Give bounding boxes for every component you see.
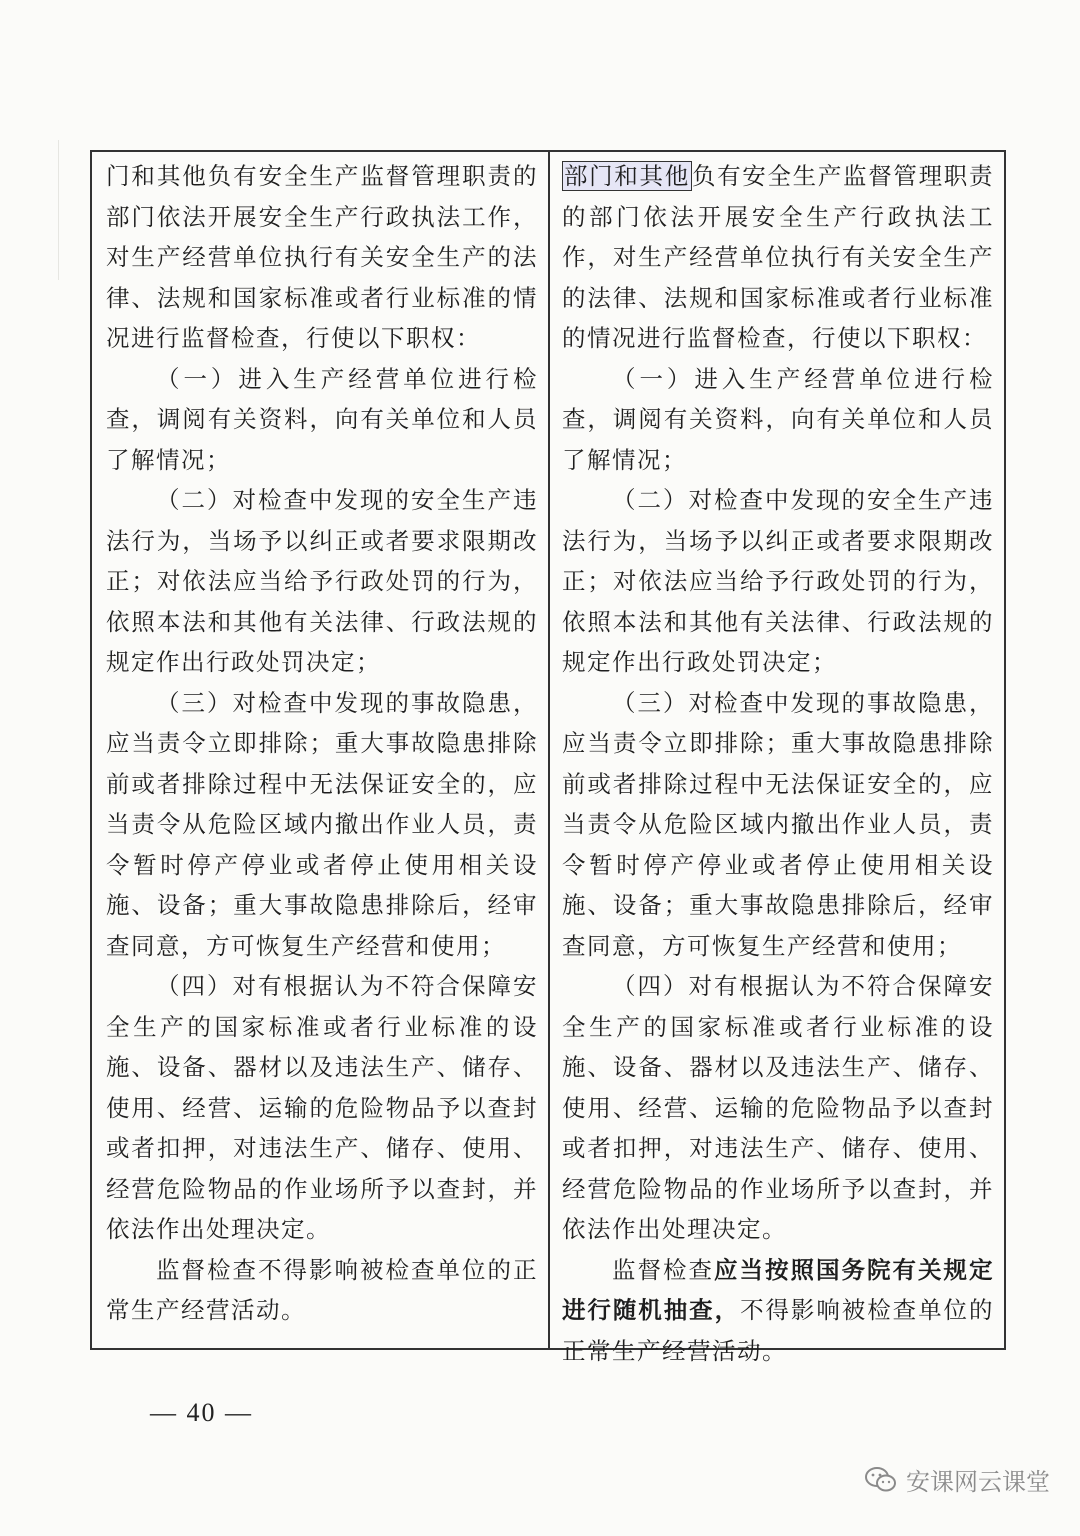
right-paragraph-5: （四）对有根据认为不符合保障安全生产的国家标准或者行业标准的设施、设备、器材以及违法生产、储存、使用、经营、运输的危险物品予以查封或者扣押，对违法生产、储存、使用、经营危险物品的作业场所予以查封，并依法作出处理决定。 bbox=[562, 972, 994, 1243]
right-paragraph-1-text: 负有安全生产监督管理职责的部门依法开展安全生产行政执法工作，对生产经营单位执行有关安全生产的法律、法规和国家标准或者行业标准的情况进行监督检查，行使以下职权： bbox=[562, 162, 994, 352]
table-right-column bbox=[550, 152, 1004, 1365]
right-paragraph-6-prefix: 监督检查 bbox=[612, 1255, 714, 1284]
table-left-column bbox=[92, 152, 550, 1348]
watermark-text: 安课网云课堂 bbox=[906, 1468, 1050, 1496]
left-paragraph-5: （四）对有根据认为不符合保障安全生产的国家标准或者行业标准的设施、设备、器材以及违法生产、储存、使用、经营、运输的危险物品予以查封或者扣押，对违法生产、储存、使用、经营危险物品的作业场所予以查封，并依法作出处理决定。 bbox=[106, 972, 538, 1243]
right-paragraph-1 bbox=[562, 156, 994, 359]
boxed-highlight-text: 部门和其他 bbox=[564, 162, 690, 190]
wechat-icon bbox=[864, 1466, 898, 1494]
right-paragraph-6-suffix: 不得影响被检查单位的正常生产经营活动。 bbox=[562, 1296, 994, 1365]
left-paragraph-4: （三）对检查中发现的事故隐患，应当责令立即排除；重大事故隐患排除前或者排除过程中无法保证安全的，应当责令从危险区域内撤出作业人员，责令暂时停产停业或者停止使用相关设施、设备；重大事故隐患排除后，经审查同意，方可恢复生产经营和使用； bbox=[106, 688, 538, 960]
right-paragraph-3: （二）对检查中发现的安全生产违法行为，当场予以纠正或者要求限期改正；对依法应当给予行政处罚的行为，依照本法和其他有关法律、行政法规的规定作出行政处罚决定； bbox=[562, 486, 994, 676]
page-margin-line bbox=[58, 140, 59, 280]
comparison-table bbox=[90, 150, 1006, 1365]
page-number: — 40 — bbox=[150, 1398, 253, 1427]
right-paragraph-4: （三）对检查中发现的事故隐患，应当责令立即排除；重大事故隐患排除前或者排除过程中无法保证安全的，应当责令从危险区域内撤出作业人员，责令暂时停产停业或者停止使用相关设施、设备；重大事故隐患排除后，经审查同意，方可恢复生产经营和使用； bbox=[562, 688, 994, 960]
left-paragraph-1: 门和其他负有安全生产监督管理职责的部门依法开展安全生产行政执法工作，对生产经营单位执行有关安全生产的法律、法规和国家标准或者行业标准的情况进行监督检查，行使以下职权： bbox=[106, 162, 538, 352]
left-paragraph-2: （一）进入生产经营单位进行检查，调阅有关资料，向有关单位和人员了解情况； bbox=[106, 364, 538, 474]
left-paragraph-3: （二）对检查中发现的安全生产违法行为，当场予以纠正或者要求限期改正；对依法应当给予行政处罚的行为，依照本法和其他有关法律、行政法规的规定作出行政处罚决定； bbox=[106, 486, 538, 676]
left-paragraph-6: 监督检查不得影响被检查单位的正常生产经营活动。 bbox=[106, 1255, 538, 1324]
watermark bbox=[864, 1462, 1050, 1497]
right-paragraph-2: （一）进入生产经营单位进行检查，调阅有关资料，向有关单位和人员了解情况； bbox=[562, 364, 994, 474]
bold-amendment-text: 应当按照国务院有关规定进行随机抽查， bbox=[562, 1255, 994, 1324]
right-paragraph-6 bbox=[562, 1250, 994, 1372]
